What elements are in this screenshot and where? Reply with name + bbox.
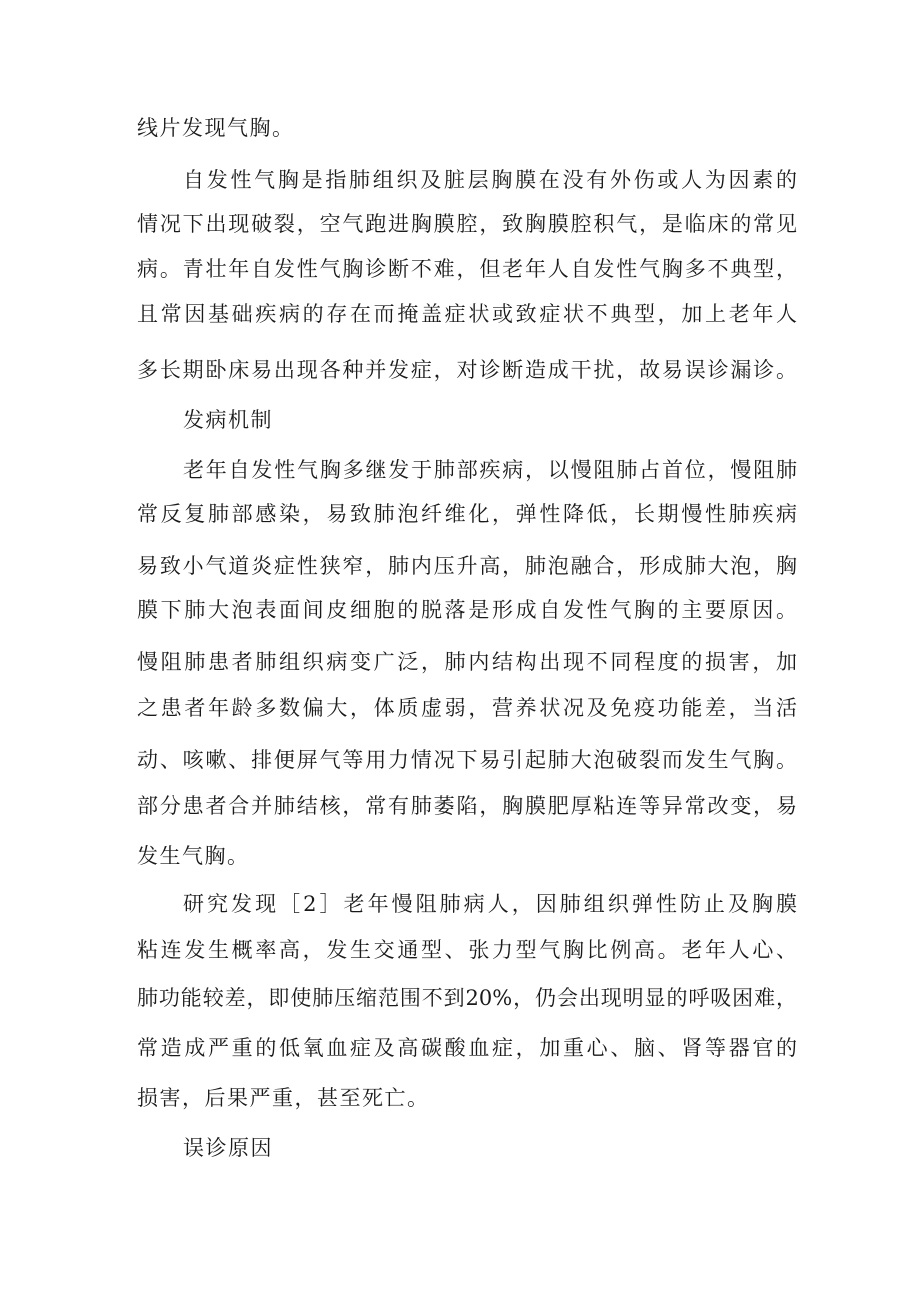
text-line: 膜下肺大泡表面间皮细胞的脱落是形成自发性气胸的主要原因。 [137,598,797,622]
section-heading-misdiagnosis: 误诊原因 [183,1136,273,1160]
text-line: 之患者年龄多数偏大，体质虚弱，营养状况及免疫功能差，当活 [137,696,797,720]
text-line: 病。青壮年自发性气胸诊断不难，但老年人自发性气胸多不典型， [137,257,797,281]
text-line: 常反复肺部感染，易致肺泡纤维化，弹性降低，长期慢性肺疾病 [137,502,797,526]
text-line: 线片发现气胸。 [137,116,295,140]
paragraph-first-line: 研究发现［2］老年慢阻肺病人，因肺组织弹性防止及胸膜 [183,892,797,916]
text-line: 部分患者合并肺结核，常有肺萎陷，胸膜肥厚粘连等异常改变，易 [137,794,797,818]
text-line: 易致小气道炎症性狭窄，肺内压升高，肺泡融合，形成肺大泡，胸 [137,554,797,578]
text-line: 粘连发生概率高，发生交通型、张力型气胸比例高。老年人心、 [137,938,797,962]
text-line: 发生气胸。 [137,844,250,868]
text-line: 常造成严重的低氧血症及高碳酸血症，加重心、脑、肾等器官的 [137,1036,797,1060]
text-line: 情况下出现破裂，空气跑进胸膜腔，致胸膜腔积气，是临床的常见 [137,212,797,236]
text-line: 慢阻肺患者肺组织病变广泛，肺内结构出现不同程度的损害，加 [137,650,797,674]
paragraph-first-line: 老年自发性气胸多继发于肺部疾病，以慢阻肺占首位，慢阻肺 [183,458,797,482]
paragraph-first-line: 自发性气胸是指肺组织及脏层胸膜在没有外伤或人为因素的 [183,168,797,192]
text-line: 动、咳嗽、排便屏气等用力情况下易引起肺大泡破裂而发生气胸。 [137,748,797,772]
text-line: 且常因基础疾病的存在而掩盖症状或致症状不典型，加上老年人 [137,302,797,326]
text-line: 多长期卧床易出现各种并发症，对诊断造成干扰，故易误诊漏诊。 [137,358,797,382]
text-line: 肺功能较差，即使肺压缩范围不到20%，仍会出现明显的呼吸困难， [137,986,797,1010]
section-heading-mechanism: 发病机制 [183,408,273,432]
text-line: 损害，后果严重，甚至死亡。 [137,1086,430,1110]
